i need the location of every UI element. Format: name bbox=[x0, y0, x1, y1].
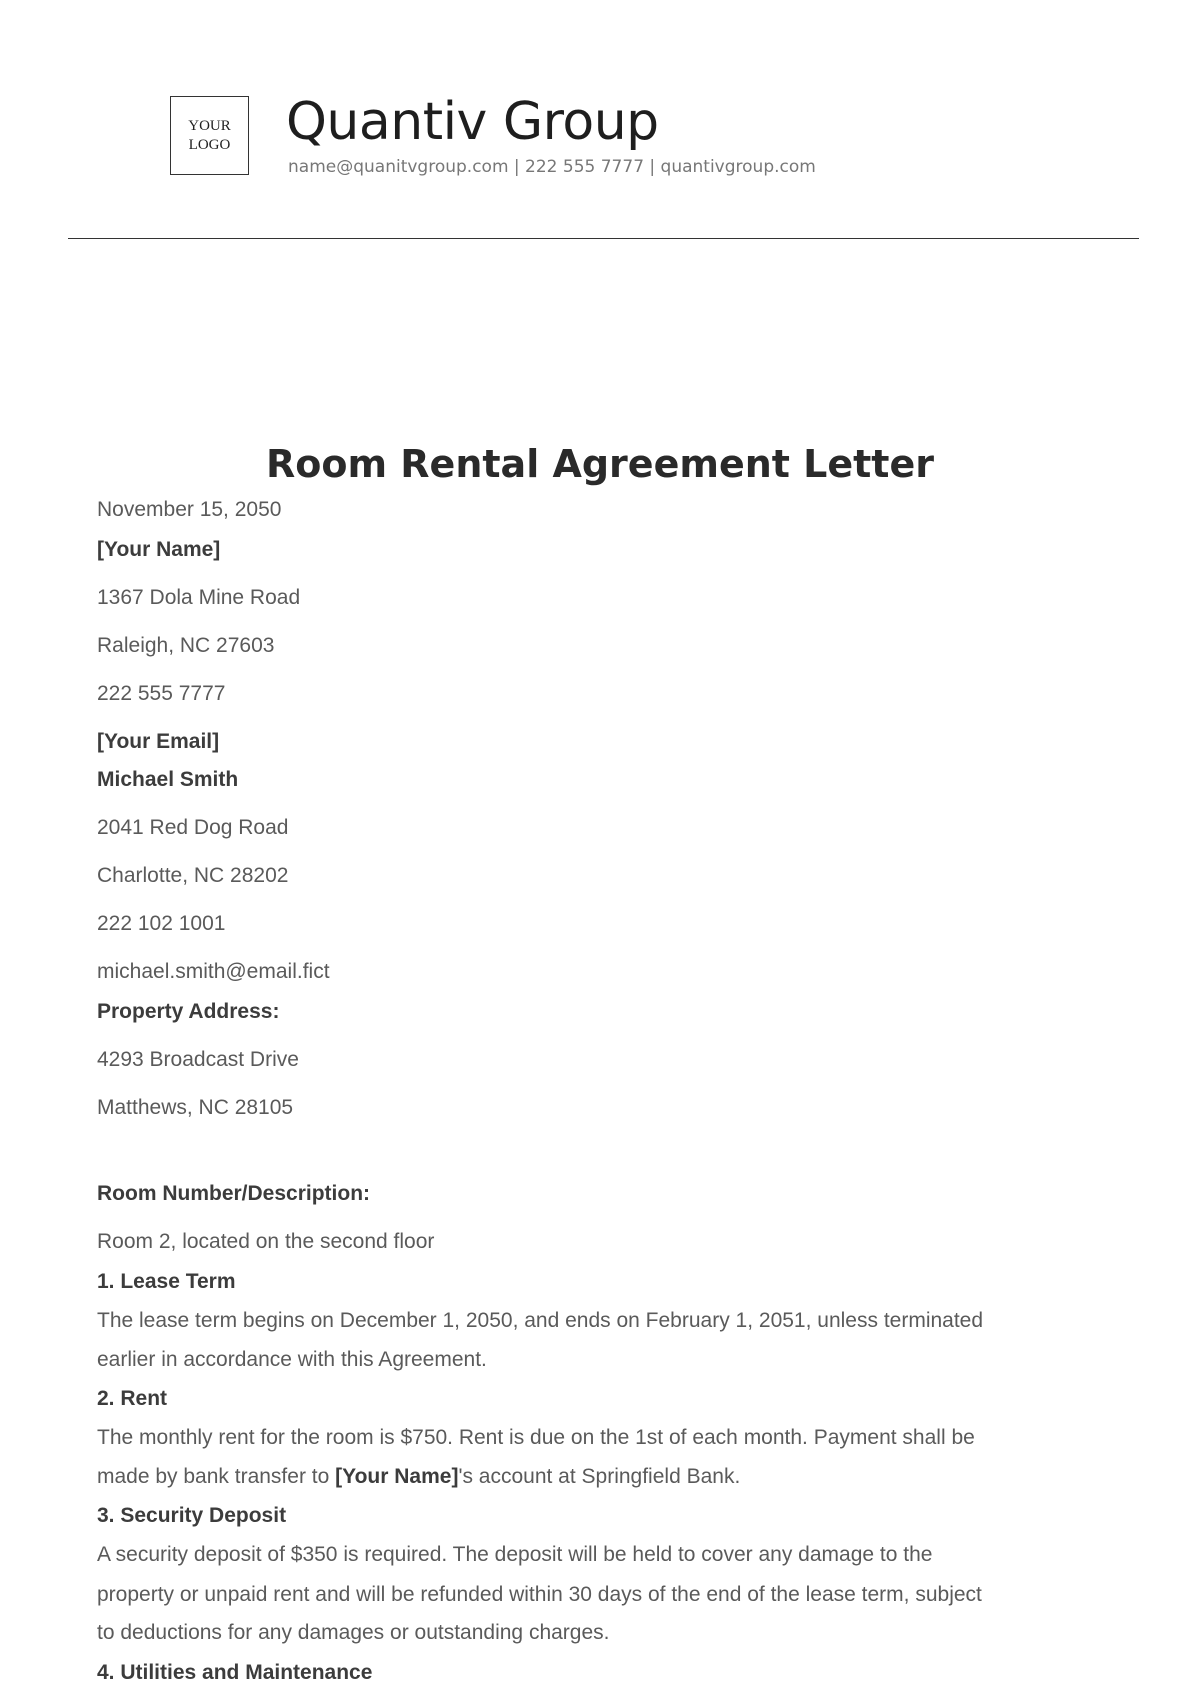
header-divider bbox=[68, 238, 1139, 239]
company-contact-info: name@quanitvgroup.com | 222 555 7777 | quantivgroup.com bbox=[288, 157, 816, 177]
rent-payee-name: [Your Name] bbox=[335, 1465, 459, 1488]
rent-text-line2 bbox=[97, 1464, 740, 1490]
utilities-heading: 4. Utilities and Maintenance bbox=[97, 1661, 373, 1684]
logo-placeholder bbox=[170, 96, 249, 175]
rent-heading: 2. Rent bbox=[97, 1387, 168, 1410]
rent-text-prefix: made by bank transfer to bbox=[97, 1465, 336, 1488]
property-address-label: Property Address: bbox=[97, 1000, 280, 1023]
logo-text-line1: YOUR bbox=[188, 117, 231, 134]
room-description: Room 2, located on the second floor bbox=[97, 1230, 435, 1253]
recipient-phone: 222 102 1001 bbox=[97, 912, 226, 935]
recipient-city: Charlotte, NC 28202 bbox=[97, 864, 289, 887]
document-title: Room Rental Agreement Letter bbox=[266, 442, 934, 486]
security-deposit-heading: 3. Security Deposit bbox=[97, 1504, 287, 1527]
lease-term-text-line1: The lease term begins on December 1, 2050, and ends on February 1, 2051, unless terminated bbox=[97, 1309, 984, 1332]
sender-street: 1367 Dola Mine Road bbox=[97, 586, 301, 609]
recipient-name: Michael Smith bbox=[97, 768, 239, 791]
security-deposit-text-line2: property or unpaid rent and will be refunded within 30 days of the end of the lease term, subject bbox=[97, 1583, 982, 1606]
sender-name: [Your Name] bbox=[97, 538, 221, 561]
lease-term-heading: 1. Lease Term bbox=[97, 1270, 236, 1293]
security-deposit-text-line3: to deductions for any damages or outstanding charges. bbox=[97, 1621, 610, 1644]
security-deposit-text-line1: A security deposit of $350 is required. The deposit will be held to cover any damage to the bbox=[97, 1543, 933, 1566]
sender-city: Raleigh, NC 27603 bbox=[97, 634, 275, 657]
property-street: 4293 Broadcast Drive bbox=[97, 1048, 299, 1071]
recipient-street: 2041 Red Dog Road bbox=[97, 816, 289, 839]
logo-text-line2: LOGO bbox=[188, 136, 231, 153]
recipient-email: michael.smith@email.fict bbox=[97, 960, 330, 983]
sender-phone: 222 555 7777 bbox=[97, 682, 226, 705]
room-label: Room Number/Description: bbox=[97, 1182, 371, 1205]
letter-date: November 15, 2050 bbox=[97, 498, 282, 521]
rent-text-suffix: 's account at Springfield Bank. bbox=[458, 1465, 741, 1488]
property-city: Matthews, NC 28105 bbox=[97, 1096, 294, 1119]
rent-text-line1: The monthly rent for the room is $750. Rent is due on the 1st of each month. Payment shall be bbox=[97, 1426, 975, 1449]
sender-email: [Your Email] bbox=[97, 730, 220, 753]
company-name: Quantiv Group bbox=[286, 92, 659, 152]
lease-term-text-line2: earlier in accordance with this Agreement. bbox=[97, 1348, 487, 1371]
